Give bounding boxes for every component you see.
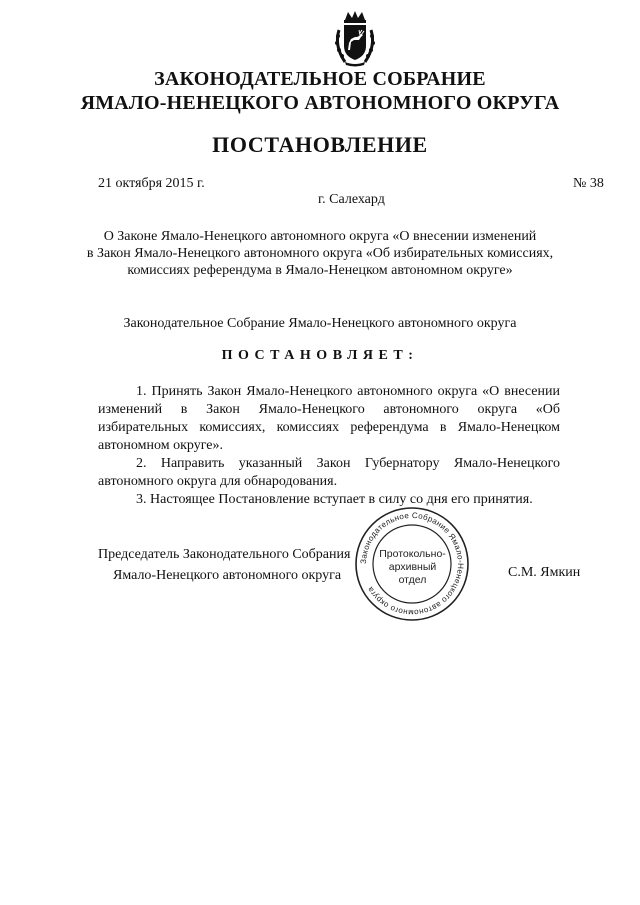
organization-title-line1: ЗАКОНОДАТЕЛЬНОЕ СОБРАНИЕ	[154, 68, 486, 90]
stamp-ring-text: Законодательное Собрание Ямало-Ненецкого автономного округа	[358, 510, 466, 618]
decree-heading: ПОСТАНОВЛЯЕТ:	[221, 348, 419, 363]
document-city: г. Салехард	[318, 192, 385, 207]
preamble: Законодательное Собрание Ямало-Ненецкого автономного округа	[123, 316, 517, 331]
stamp-line: отдел	[398, 574, 427, 586]
signatory-position	[98, 544, 350, 586]
document-number: № 38	[573, 176, 604, 191]
document-type: ПОСТАНОВЛЕНИЕ	[212, 132, 428, 157]
document-date: 21 октября 2015 г.	[98, 176, 205, 191]
document-subject	[0, 228, 640, 279]
subject-line: комиссиях референдума в Ямало-Ненецком автономном округе»	[127, 263, 513, 278]
resolution-item: 2. Направить указанный Закон Губернатору Ямало-Ненецкого автономного округа для обнародования.	[98, 456, 560, 489]
resolution-body	[98, 383, 560, 509]
coat-of-arms-icon	[331, 10, 379, 68]
signatory-name: С.М. Ямкин	[508, 565, 581, 580]
organization-title-line2: ЯМАЛО-НЕНЕЦКОГО АВТОНОМНОГО ОКРУГА	[80, 92, 560, 114]
subject-line: О Законе Ямало-Ненецкого автономного округа «О внесении изменений	[103, 229, 537, 244]
resolution-item: 3. Настоящее Постановление вступает в силу со дня его принятия.	[136, 492, 533, 507]
stamp-line: Протокольно-	[379, 548, 446, 560]
signatory-position-line: Председатель Законодательного Собрания	[98, 547, 351, 562]
stamp-center-text	[375, 548, 450, 587]
resolution-item: 1. Принять Закон Ямало-Ненецкого автономного округа «О внесении изменений в Закон Ямало-Ненецкого автономного округа «Об избирательных комиссиях, комиссиях референдума в Ямало-Ненецком автономном округе».	[98, 384, 560, 453]
stamp-line: архивный	[388, 561, 437, 573]
signatory-position-line: Ямало-Ненецкого автономного округа	[113, 568, 342, 583]
subject-line: в Закон Ямало-Ненецкого автономного округа «Об избирательных комиссиях,	[86, 246, 554, 261]
